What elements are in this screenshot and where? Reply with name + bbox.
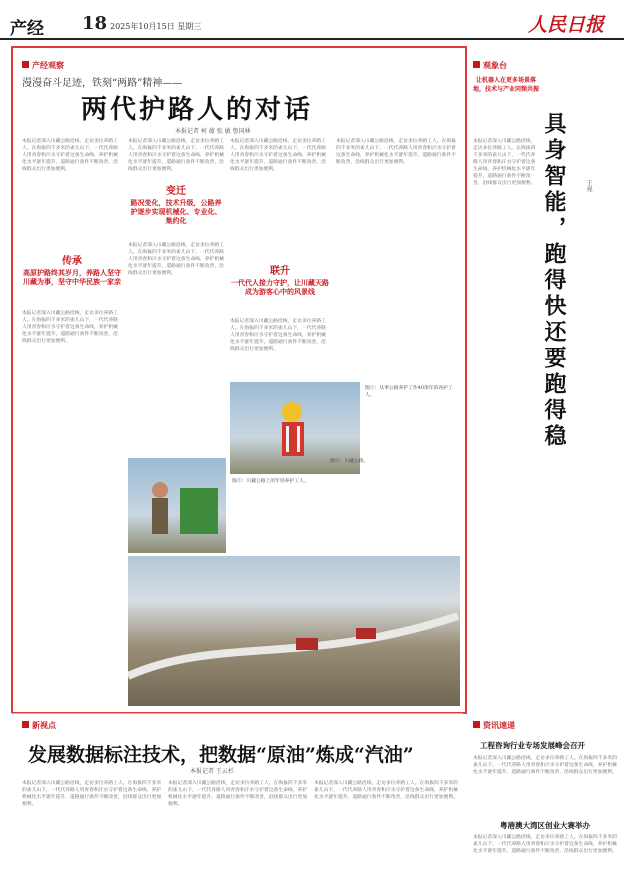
body-text: 本报记者深入川藏公路沿线，走访多位养路工人。在海拔四千多米的雀儿山下，一代代养路人用青春和汗水守护着这条生命线，养护机械化水平逐年提升，道路通行条件不断改善，沿线群众出行更加便利。 (22, 139, 118, 172)
body-text: 本报记者深入川藏公路沿线，走访多位养路工人。在海拔四千多米的雀儿山下，一代代养路人用青春和汗水守护着这条生命线，养护机械化水平逐年提升，道路通行条件不断改善，沿线群众出行更加便利。 (168, 781, 308, 807)
sidebar-title: 具身智能，跑得快还要跑得稳 (541, 112, 567, 450)
brief-kicker: 资讯速递 (473, 720, 515, 731)
newspaper-logo: 人民日报 (528, 14, 605, 36)
news-byline: 本报记者 王云杉 (190, 768, 234, 775)
block2-heading: 变迁 (166, 186, 186, 197)
caption-3: 图③：川藏公路。 (330, 459, 369, 464)
older-worker-illustration (128, 458, 226, 553)
body-text: 本报记者深入川藏公路沿线，走访多位养路工人。在海拔四千多米的雀儿山下，一代代养路人用青春和汗水守护着这条生命线，养护机械化水平逐年提升，道路通行条件不断改善，沿线群众出行更加便利。 (22, 311, 118, 344)
body-text: 本报记者深入川藏公路沿线，走访多位养路工人。在海拔四千多米的雀儿山下，一代代养路人用青春和汗水守护着这条生命线，养护机械化水平逐年提升，道路通行条件不断改善，沿线群众出行更加便利。 (128, 139, 224, 172)
body-text: 本报记者深入川藏公路沿线，走访多位养路工人。在海拔四千多米的雀儿山下，一代代养路人用青春和汗水守护着这条生命线，养护机械化水平逐年提升，道路通行条件不断改善，沿线群众出行更加便利。 (473, 139, 536, 186)
feature-title: 两代护路人的对话 (80, 95, 313, 125)
body-text: 本报记者深入川藏公路沿线，走访多位养路工人。在海拔四千多米的雀儿山下，一代代养路人用青春和汗水守护着这条生命线，养护机械化水平逐年提升，道路通行条件不断改善，沿线群众出行更加便利。 (22, 781, 162, 807)
sidebar-kicker: 观象台 (473, 60, 507, 71)
kicker-square-icon (473, 61, 480, 68)
block2-summary: 路况变化，技术升级，公路养护逐步实现机械化、专业化、集约化 (130, 198, 222, 225)
body-text: 本报记者深入川藏公路沿线，走访多位养路工人。在海拔四千多米的雀儿山下，一代代养路人用青春和汗水守护着这条生命线，养护机械化水平逐年提升，道路通行条件不断改善，沿线群众出行更加便利。 (230, 319, 326, 352)
issue-date: 2025年10月15日 星期三 (110, 22, 202, 31)
news-title: 发展数据标注技术，把数据“原油”炼成“汽油” (28, 744, 414, 766)
caption-1: 图①：从事公路养护工作40余年的养护工人。 (365, 386, 453, 398)
kicker-square-icon (473, 721, 480, 728)
block3-summary: 一代代人接力守护，让川藏天路成为游客心中的风景线 (231, 278, 329, 296)
page-header (0, 0, 624, 40)
body-text: 本报记者深入川藏公路沿线，走访多位养路工人。在海拔四千多米的雀儿山下，一代代养路人用青春和汗水守护着这条生命线，养护机械化水平逐年提升，道路通行条件不断改善，沿线群众出行更加便利。 (314, 781, 458, 800)
section-name: 产经 (10, 19, 44, 39)
kicker-square-icon (22, 61, 29, 68)
body-text: 本报记者深入川藏公路沿线，走访多位养路工人。在海拔四千多米的雀儿山下，一代代养路人用青春和汗水守护着这条生命线，养护机械化水平逐年提升，道路通行条件不断改善，沿线群众出行更加便利。 (128, 243, 224, 276)
photo-older-worker (128, 458, 226, 553)
highway-illustration (128, 556, 460, 706)
feature-byline: 本报记者 柯 蕴 张 敏 鲁国林 (175, 128, 251, 135)
photo-highway (128, 556, 460, 706)
feature-subtitle: 漫漫奋斗足迹，铁刻“两路”精神—— (22, 78, 183, 89)
body-text: 本报记者深入川藏公路沿线，走访多位养路工人。在海拔四千多米的雀儿山下，一代代养路人用青春和汗水守护着这条生命线，养护机械化水平逐年提升，道路通行条件不断改善，沿线群众出行更加便利。 (230, 139, 326, 172)
body-text: 本报记者深入川藏公路沿线，走访多位养路工人。在海拔四千多米的雀儿山下，一代代养路人用青春和汗水守护着这条生命线，养护机械化水平逐年提升，道路通行条件不断改善，沿线群众出行更加便利。 (473, 756, 617, 775)
block1-summary: 高原护路终其岁月，养路人坚守川藏为事，坚守中华民族一家亲 (23, 268, 121, 286)
kicker-square-icon (22, 721, 29, 728)
brief-item-1: 工程咨询行业专场发展峰会召开 (480, 741, 585, 750)
news-kicker: 新视点 (22, 720, 56, 731)
block1-heading: 传承 (62, 256, 82, 267)
page-number: 18 (82, 13, 108, 34)
body-text: 本报记者深入川藏公路沿线，走访多位养路工人。在海拔四千多米的雀儿山下，一代代养路人用青春和汗水守护着这条生命线，养护机械化水平逐年提升，道路通行条件不断改善，沿线群众出行更加便利。 (473, 835, 617, 854)
caption-2: 图②：川藏公路上的年轻养护工人。 (232, 479, 309, 484)
sidebar-intro: 让机器人在更多场景落地，技术与产业同频共振 (473, 77, 540, 93)
sidebar-author: 王观 (585, 180, 592, 192)
divider (11, 713, 463, 714)
body-text: 本报记者深入川藏公路沿线，走访多位养路工人。在海拔四千多米的雀儿山下，一代代养路人用青春和汗水守护着这条生命线，养护机械化水平逐年提升，道路通行条件不断改善，沿线群众出行更加便利。 (336, 139, 456, 165)
block3-heading: 联升 (270, 266, 290, 277)
brief-item-2: 粤港澳大湾区创业大赛举办 (500, 821, 590, 830)
feature-kicker: 产经观察 (22, 60, 64, 71)
